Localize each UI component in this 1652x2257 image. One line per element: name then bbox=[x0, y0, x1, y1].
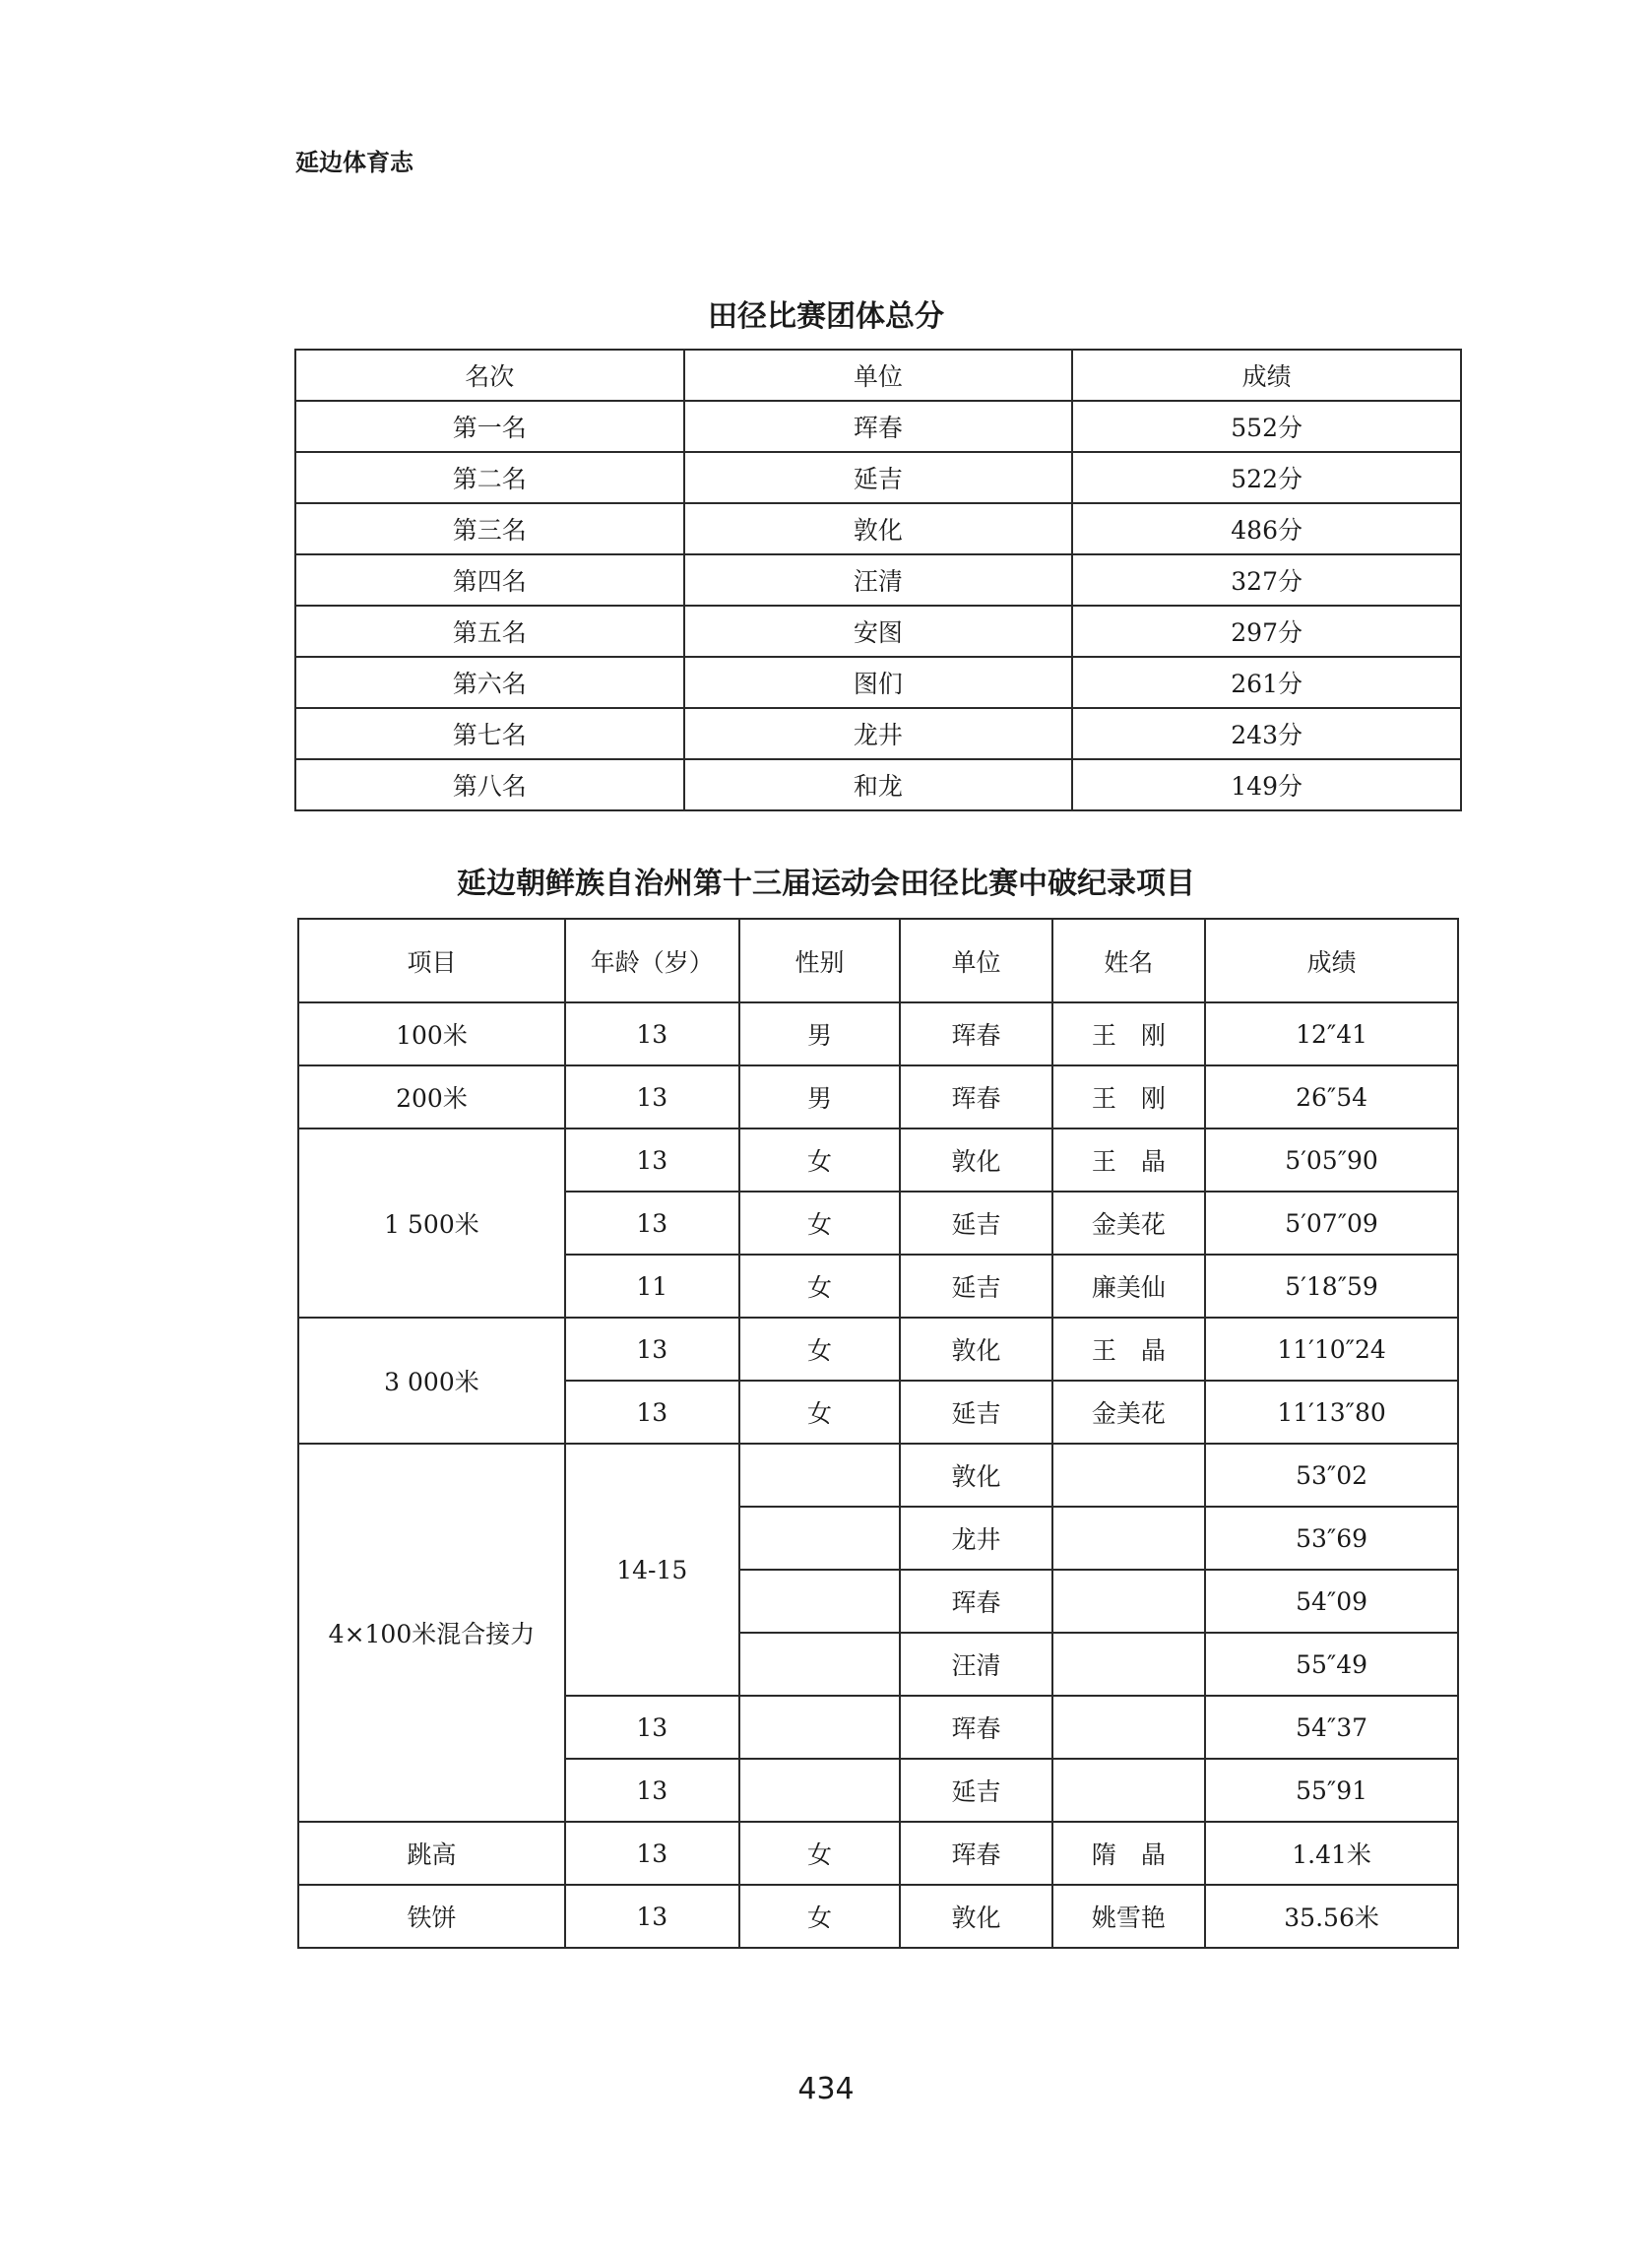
score-cell: 261分 bbox=[1072, 657, 1461, 708]
name-cell: 王 刚 bbox=[1052, 1065, 1205, 1128]
unit-cell: 和龙 bbox=[684, 759, 1073, 810]
event-cell: 200米 bbox=[298, 1065, 565, 1128]
unit-cell: 图们 bbox=[684, 657, 1073, 708]
column-header-score: 成绩 bbox=[1072, 350, 1461, 401]
result-cell: 26″54 bbox=[1205, 1065, 1458, 1128]
table-row bbox=[295, 503, 1461, 554]
table-row bbox=[298, 1822, 1458, 1885]
unit-cell: 敦化 bbox=[900, 1444, 1051, 1507]
sex-cell bbox=[739, 1507, 901, 1570]
result-cell: 54″09 bbox=[1205, 1570, 1458, 1633]
rank-cell: 第三名 bbox=[295, 503, 684, 554]
table-row bbox=[298, 1002, 1458, 1065]
unit-cell: 延吉 bbox=[684, 452, 1073, 503]
sex-cell: 男 bbox=[739, 1065, 901, 1128]
unit-cell: 敦化 bbox=[684, 503, 1073, 554]
age-cell: 13 bbox=[565, 1696, 739, 1759]
table-row bbox=[295, 452, 1461, 503]
sex-cell: 女 bbox=[739, 1822, 901, 1885]
running-head: 延边体育志 bbox=[295, 149, 413, 176]
unit-cell: 珲春 bbox=[900, 1696, 1051, 1759]
age-cell: 14-15 bbox=[565, 1444, 739, 1696]
unit-cell: 延吉 bbox=[900, 1759, 1051, 1822]
header-row bbox=[298, 919, 1458, 1002]
table-row bbox=[298, 1065, 1458, 1128]
age-cell: 13 bbox=[565, 1065, 739, 1128]
event-cell: 100米 bbox=[298, 1002, 565, 1065]
unit-cell: 龙井 bbox=[900, 1507, 1051, 1570]
unit-cell: 安图 bbox=[684, 606, 1073, 657]
column-header-age: 年龄（岁） bbox=[565, 919, 739, 1002]
age-cell: 13 bbox=[565, 1381, 739, 1444]
age-cell: 13 bbox=[565, 1192, 739, 1255]
result-cell: 12″41 bbox=[1205, 1002, 1458, 1065]
result-cell: 53″69 bbox=[1205, 1507, 1458, 1570]
rank-cell: 第八名 bbox=[295, 759, 684, 810]
sex-cell: 女 bbox=[739, 1255, 901, 1318]
unit-cell: 敦化 bbox=[900, 1128, 1051, 1192]
column-header-unit: 单位 bbox=[684, 350, 1073, 401]
name-cell bbox=[1052, 1633, 1205, 1696]
age-cell: 13 bbox=[565, 1318, 739, 1381]
unit-cell: 延吉 bbox=[900, 1381, 1051, 1444]
result-cell: 11′13″80 bbox=[1205, 1381, 1458, 1444]
result-cell: 1.41米 bbox=[1205, 1822, 1458, 1885]
unit-cell: 珲春 bbox=[900, 1002, 1051, 1065]
column-header-unit: 单位 bbox=[900, 919, 1051, 1002]
unit-cell: 敦化 bbox=[900, 1318, 1051, 1381]
name-cell bbox=[1052, 1570, 1205, 1633]
sex-cell: 女 bbox=[739, 1128, 901, 1192]
column-header-sex: 性别 bbox=[739, 919, 901, 1002]
age-cell: 13 bbox=[565, 1128, 739, 1192]
table-row bbox=[295, 401, 1461, 452]
event-cell: 1 500米 bbox=[298, 1128, 565, 1318]
result-cell: 55″49 bbox=[1205, 1633, 1458, 1696]
table-row bbox=[298, 1885, 1458, 1948]
sex-cell: 女 bbox=[739, 1318, 901, 1381]
name-cell: 金美花 bbox=[1052, 1192, 1205, 1255]
age-cell: 13 bbox=[565, 1822, 739, 1885]
age-cell: 11 bbox=[565, 1255, 739, 1318]
rank-cell: 第七名 bbox=[295, 708, 684, 759]
column-header-result: 成绩 bbox=[1205, 919, 1458, 1002]
team-scores-table bbox=[294, 349, 1462, 811]
result-cell: 5′18″59 bbox=[1205, 1255, 1458, 1318]
event-cell: 跳高 bbox=[298, 1822, 565, 1885]
column-header-event: 项目 bbox=[298, 919, 565, 1002]
unit-cell: 敦化 bbox=[900, 1885, 1051, 1948]
age-cell: 13 bbox=[565, 1759, 739, 1822]
sex-cell: 女 bbox=[739, 1885, 901, 1948]
table-row bbox=[295, 759, 1461, 810]
score-cell: 149分 bbox=[1072, 759, 1461, 810]
result-cell: 53″02 bbox=[1205, 1444, 1458, 1507]
rank-cell: 第二名 bbox=[295, 452, 684, 503]
score-cell: 486分 bbox=[1072, 503, 1461, 554]
sex-cell bbox=[739, 1570, 901, 1633]
unit-cell: 汪清 bbox=[684, 554, 1073, 606]
table-row bbox=[298, 1318, 1458, 1381]
table-row bbox=[295, 657, 1461, 708]
sex-cell: 男 bbox=[739, 1002, 901, 1065]
sex-cell bbox=[739, 1444, 901, 1507]
team-scores-title: 田径比赛团体总分 bbox=[708, 299, 944, 334]
result-cell: 5′07″09 bbox=[1205, 1192, 1458, 1255]
name-cell bbox=[1052, 1444, 1205, 1507]
name-cell bbox=[1052, 1507, 1205, 1570]
sex-cell: 女 bbox=[739, 1381, 901, 1444]
rank-cell: 第四名 bbox=[295, 554, 684, 606]
rank-cell: 第五名 bbox=[295, 606, 684, 657]
table-row bbox=[295, 554, 1461, 606]
event-cell: 铁饼 bbox=[298, 1885, 565, 1948]
unit-cell: 珲春 bbox=[684, 401, 1073, 452]
result-cell: 54″37 bbox=[1205, 1696, 1458, 1759]
unit-cell: 珲春 bbox=[900, 1065, 1051, 1128]
result-cell: 11′10″24 bbox=[1205, 1318, 1458, 1381]
score-cell: 552分 bbox=[1072, 401, 1461, 452]
age-cell: 13 bbox=[565, 1002, 739, 1065]
unit-cell: 珲春 bbox=[900, 1822, 1051, 1885]
table-row bbox=[298, 1444, 1458, 1507]
name-cell: 隋 晶 bbox=[1052, 1822, 1205, 1885]
rank-cell: 第六名 bbox=[295, 657, 684, 708]
name-cell: 姚雪艳 bbox=[1052, 1885, 1205, 1948]
header-row bbox=[295, 350, 1461, 401]
rank-cell: 第一名 bbox=[295, 401, 684, 452]
result-cell: 35.56米 bbox=[1205, 1885, 1458, 1948]
unit-cell: 龙井 bbox=[684, 708, 1073, 759]
score-cell: 327分 bbox=[1072, 554, 1461, 606]
table-row bbox=[295, 708, 1461, 759]
sex-cell bbox=[739, 1633, 901, 1696]
event-cell: 3 000米 bbox=[298, 1318, 565, 1444]
result-cell: 5′05″90 bbox=[1205, 1128, 1458, 1192]
unit-cell: 延吉 bbox=[900, 1192, 1051, 1255]
name-cell: 廉美仙 bbox=[1052, 1255, 1205, 1318]
name-cell: 金美花 bbox=[1052, 1381, 1205, 1444]
sex-cell bbox=[739, 1759, 901, 1822]
column-header-rank: 名次 bbox=[295, 350, 684, 401]
page-number: 434 bbox=[797, 2072, 855, 2106]
table-row bbox=[298, 1128, 1458, 1192]
score-cell: 297分 bbox=[1072, 606, 1461, 657]
sex-cell: 女 bbox=[739, 1192, 901, 1255]
records-table bbox=[297, 918, 1459, 1949]
name-cell: 王 晶 bbox=[1052, 1318, 1205, 1381]
table-row bbox=[295, 606, 1461, 657]
unit-cell: 延吉 bbox=[900, 1255, 1051, 1318]
name-cell bbox=[1052, 1759, 1205, 1822]
name-cell bbox=[1052, 1696, 1205, 1759]
score-cell: 522分 bbox=[1072, 452, 1461, 503]
unit-cell: 珲春 bbox=[900, 1570, 1051, 1633]
score-cell: 243分 bbox=[1072, 708, 1461, 759]
records-title: 延边朝鲜族自治州第十三届运动会田径比赛中破纪录项目 bbox=[457, 867, 1195, 901]
unit-cell: 汪清 bbox=[900, 1633, 1051, 1696]
result-cell: 55″91 bbox=[1205, 1759, 1458, 1822]
sex-cell bbox=[739, 1696, 901, 1759]
age-cell: 13 bbox=[565, 1885, 739, 1948]
name-cell: 王 刚 bbox=[1052, 1002, 1205, 1065]
name-cell: 王 晶 bbox=[1052, 1128, 1205, 1192]
column-header-name: 姓名 bbox=[1052, 919, 1205, 1002]
event-cell: 4×100米混合接力 bbox=[298, 1444, 565, 1822]
